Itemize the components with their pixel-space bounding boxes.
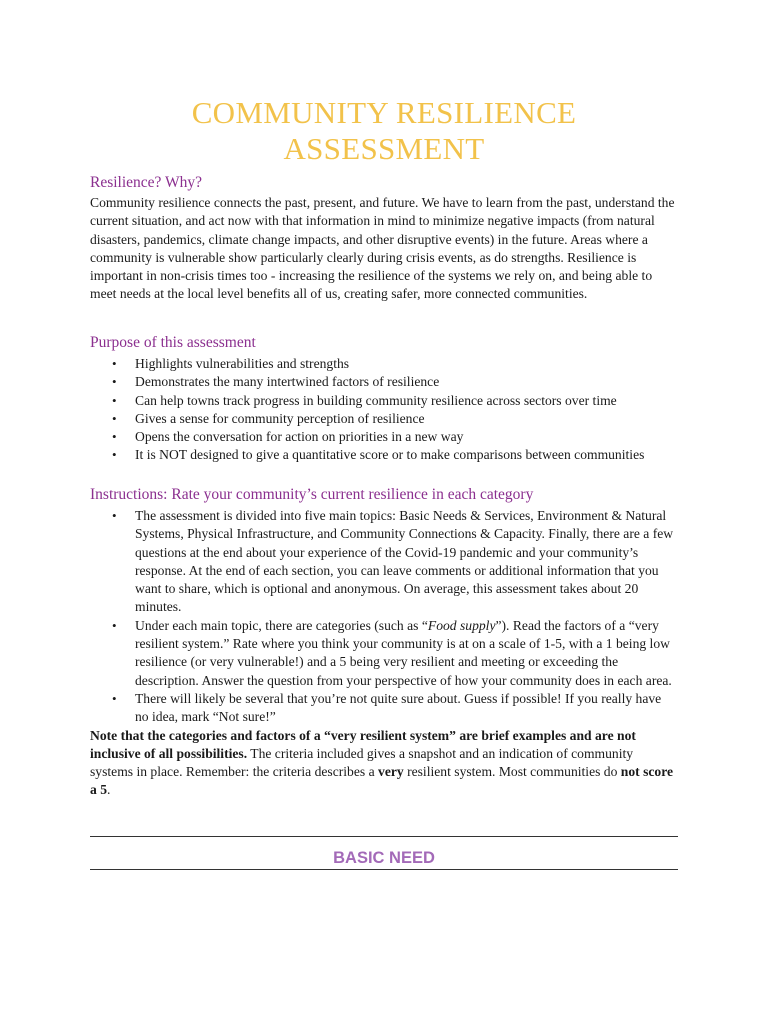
list-item: • Highlights vulnerabilities and strengths	[90, 355, 678, 373]
list-item: • Opens the conversation for action on priorities in a new way	[90, 428, 678, 446]
bullet-icon: •	[112, 508, 117, 523]
purpose-list	[90, 355, 678, 465]
heading-purpose: Purpose of this assessment	[90, 334, 256, 351]
divider-top	[90, 836, 678, 837]
list-item: • It is NOT designed to give a quantitative score or to make comparisons between communities	[90, 446, 678, 464]
title-line-1: COMMUNITY RESILIENCE	[191, 95, 577, 130]
bullet-icon: •	[112, 429, 117, 445]
section-purpose	[90, 333, 678, 465]
note-paragraph: Note that the categories and factors of a “very resilient system” are brief examples and are not inclusive of all possibilities. The criteria included gives a snapshot and an indication of community systems in place. Remember: the criteria describes a very resilient system. Most communities do not score a 5.	[90, 727, 674, 798]
section-header-basic-need: BASIC NEED	[333, 849, 435, 867]
list-item: • Gives a sense for community perception of resilience	[90, 410, 678, 428]
heading-why: Resilience? Why?	[90, 174, 203, 191]
example-category: Food supply	[427, 617, 496, 633]
list-item: • The assessment is divided into five main topics: Basic Needs & Services, Environment & Natural Systems, Physical Infrastructure, and Community Connections & Capacity. Finally, there are a few questions at the end about your experience of the Covid-19 pandemic and your community’s response. At the end of each section, you can leave comments or additional information that you want to share, which is optional and anonymous. On average, this assessment takes about 20 minutes.	[112, 508, 674, 615]
divider-bottom	[90, 869, 678, 870]
bullet-icon: •	[112, 690, 117, 706]
bullet-icon: •	[112, 392, 117, 408]
heading-instructions: Instructions: Rate your community’s current resilience in each category	[90, 486, 534, 503]
section-why	[90, 173, 678, 304]
bullet-icon: •	[112, 410, 117, 426]
bullet-icon: •	[112, 356, 117, 371]
list-item: • There will likely be several that you’re not quite sure about. Guess if possible! If you really have no idea, mark “Not sure!”	[112, 690, 662, 725]
bullet-icon: •	[112, 617, 117, 633]
list-item: • Can help towns track progress in building community resilience across sectors over time	[90, 392, 678, 410]
document-title	[90, 95, 678, 167]
instructions-list	[90, 507, 678, 727]
paragraph-why: Community resilience connects the past, present, and future. We have to learn from the past, understand the current situation, and act now with that information in mind to minimize negative impacts (from natural disasters, pandemics, climate change impacts, and other disruptive events) in the future. Areas where a community is vulnerable show particularly clearly during crisis events, as do strengths. Resilience is important in non-crisis times too - increasing the resilience of the systems we rely on, and being able to meet needs at the local level benefits all of us, creating safer, more connected communities.	[90, 195, 675, 302]
list-item: • Demonstrates the many intertwined factors of resilience	[90, 373, 678, 391]
bullet-icon: •	[112, 447, 117, 463]
list-item: • Under each main topic, there are categories (such as “Food supply”). Read the factors of a “very resilient system.” Rate where you think your community is at on a scale of 1-5, with a 1 being low resilience (or very vulnerable!) and a 5 being very resilient and meeting or exceeding the description. Answer the question from your perspective of how your community does in each area.	[112, 617, 672, 688]
title-line-2: ASSESSMENT	[283, 131, 485, 166]
bullet-icon: •	[112, 374, 117, 390]
section-instructions	[90, 485, 678, 800]
